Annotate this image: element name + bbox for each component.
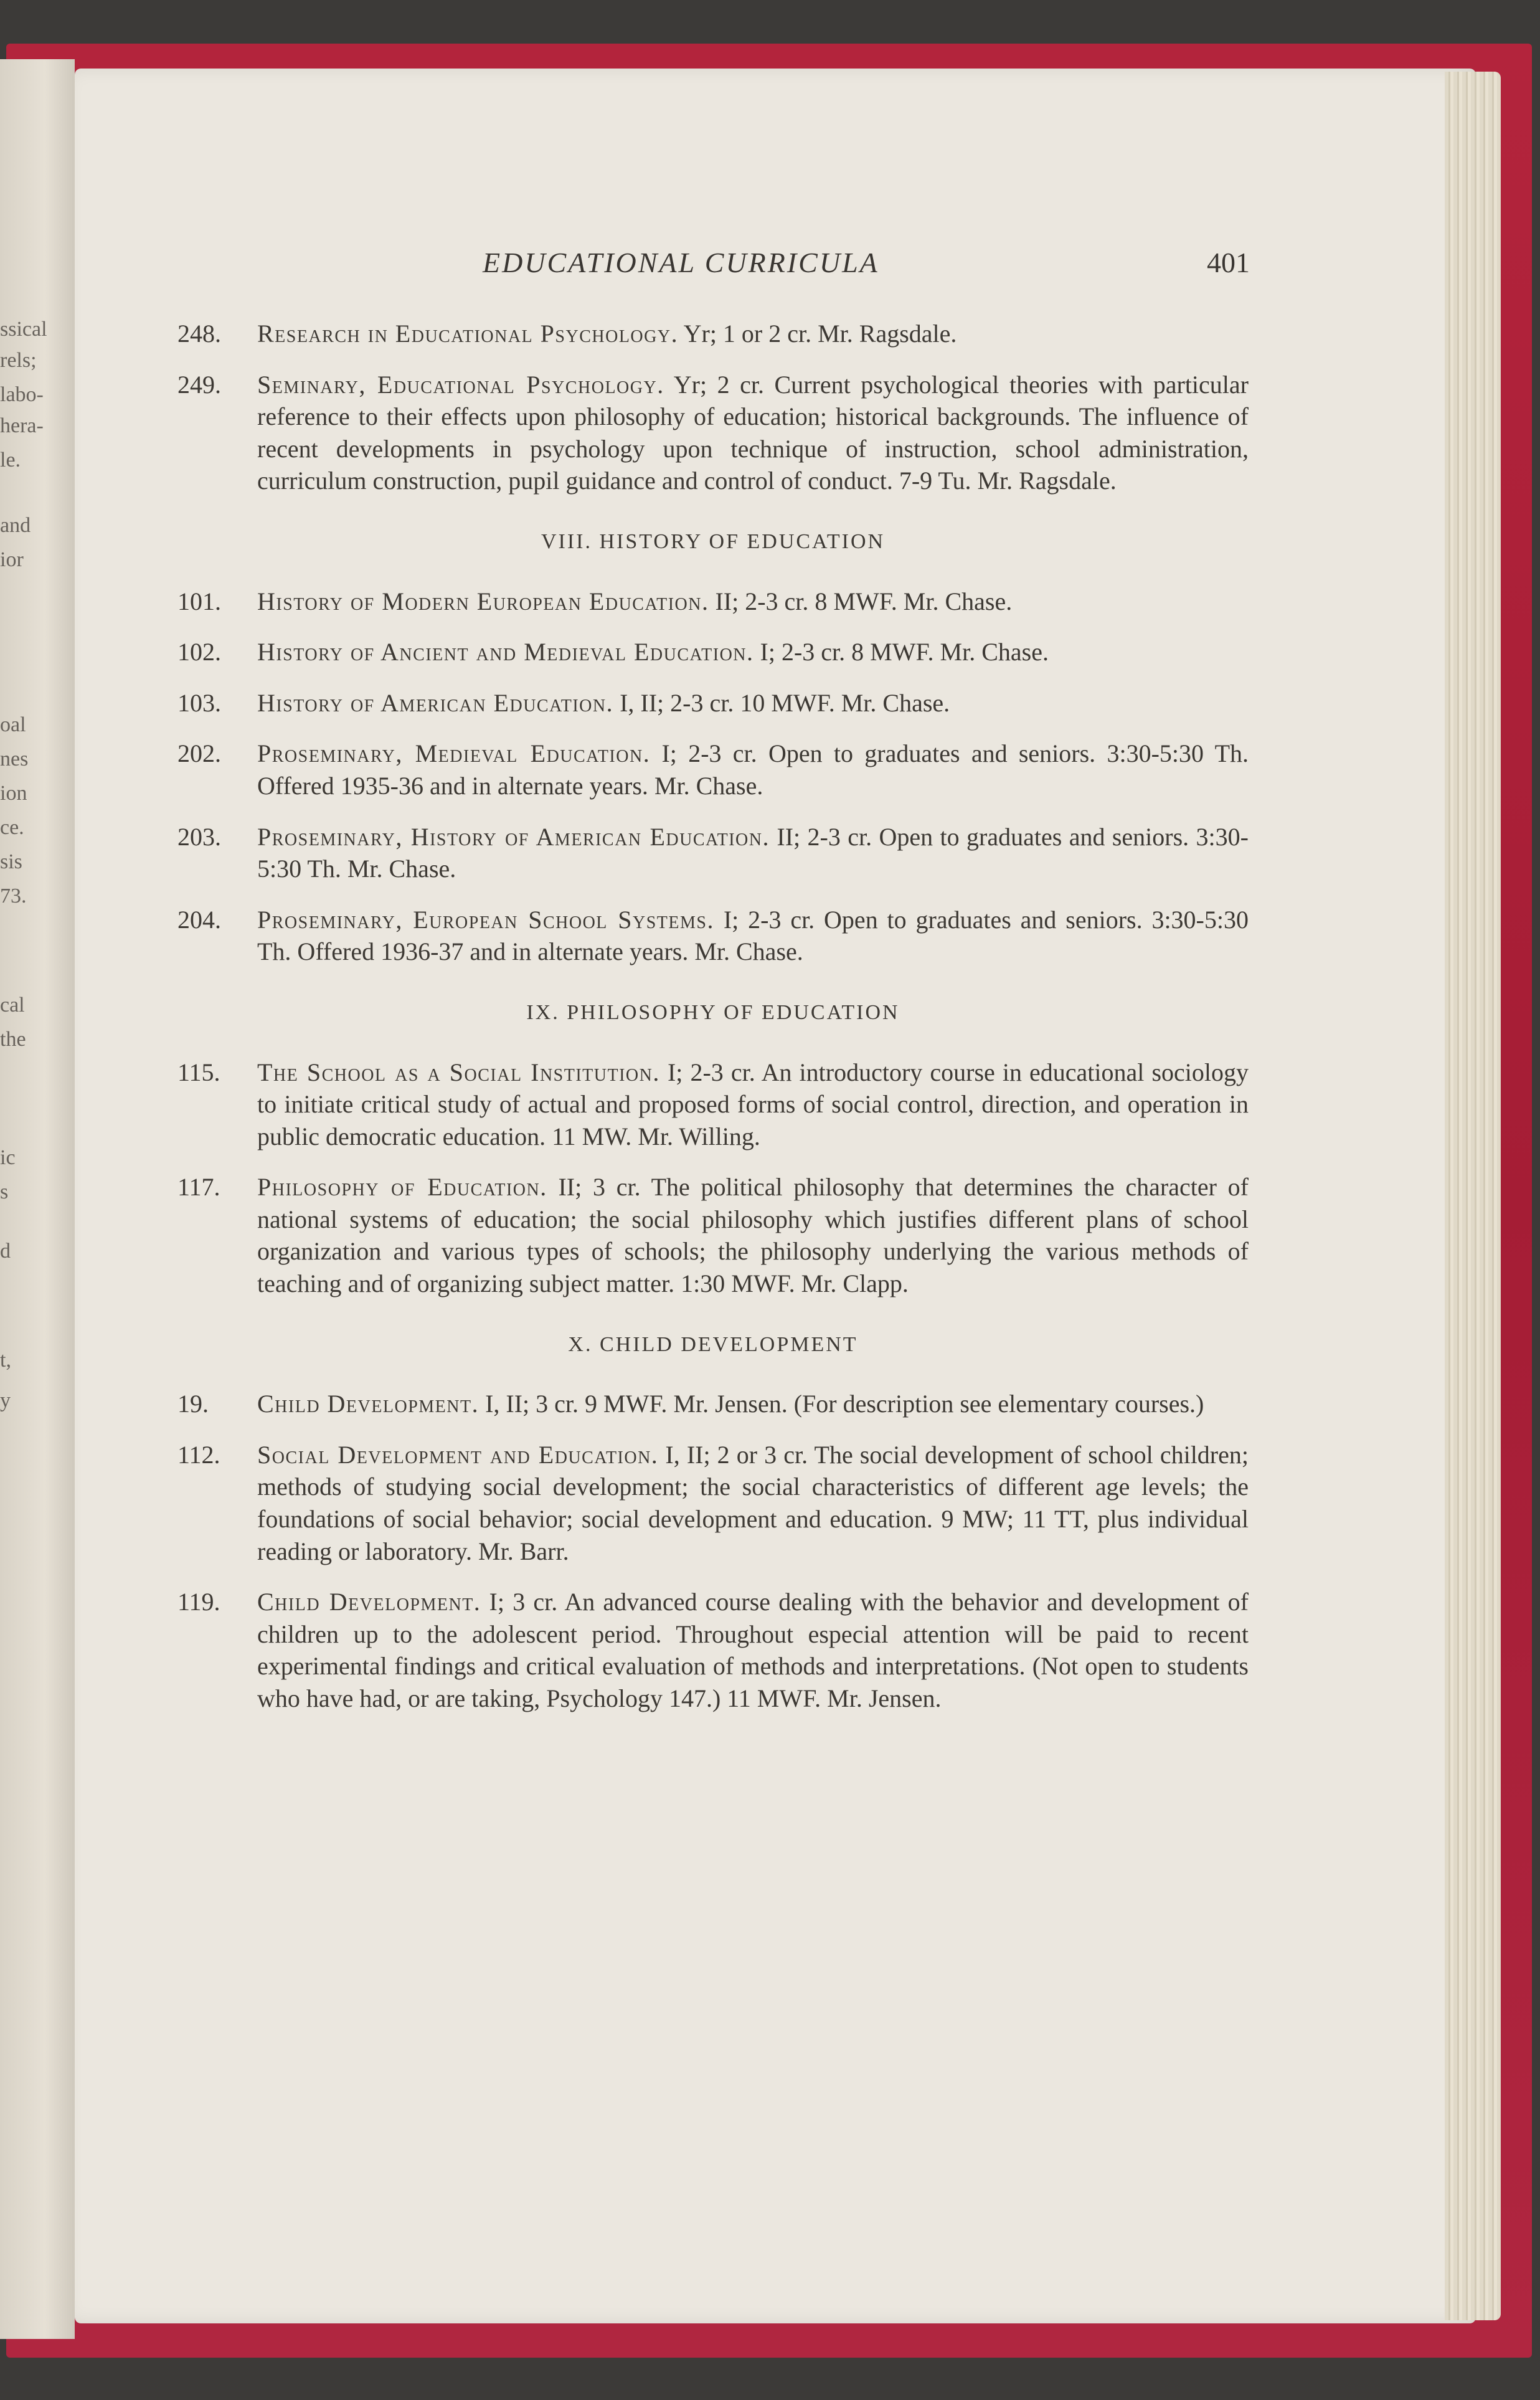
course-title: History of American Education. [257,688,614,717]
facing-page-fragment: oal [0,713,26,736]
course-title: History of Ancient and Medieval Education. [257,638,754,666]
facing-page-fragment: ion [0,782,27,805]
course-number: 119. [177,1588,220,1616]
course-description [257,687,1249,719]
course-title: Proseminary, European School Systems. [257,905,714,934]
course-title: Proseminary, Medieval Education. [257,739,651,768]
course-details: Yr; 1 or 2 cr. Mr. Ragsdale. [678,320,957,348]
page-number: 401 [1207,247,1250,278]
running-title: EDUCATIONAL CURRICULA [483,247,879,278]
facing-page-fragment: ic [0,1146,16,1169]
course-details: I; 2-3 cr. An introductory course in educational sociology to initiate critical study of actual and proposed forms of social control, direction, and operation in public democratic education. 11 MW. Mr. Willing. [257,1058,1249,1150]
course-details: I; 2-3 cr. Open to graduates and seniors. 3:30-5:30 Th. Offered 1936-37 and in alternate years. Mr. Chase. [257,905,1249,966]
course-details: I, II; 2-3 cr. 10 MWF. Mr. Chase. [613,688,950,717]
course-details: I, II; 2 or 3 cr. The social development of school children; methods of studying social development; the social characteristics of different age levels; the foundations of social behavior; social development and education. 9 MW; 11 TT, plus individual reading or laboratory. Mr. Barr. [257,1440,1249,1565]
course-description [257,1439,1249,1567]
course-entry [177,1439,1249,1567]
course-title: Seminary, Educational Psychology. [257,370,664,399]
course-description [257,318,1249,350]
course-entry [177,1171,1249,1299]
course-description [257,904,1249,968]
course-title: Research in Educational Psychology. [257,320,679,348]
course-number: 102. [177,638,221,666]
course-entry [177,586,1249,618]
course-details: II; 3 cr. The political philosophy that determines the character of national systems of education; the social philosophy which justifies different plans of school organization and various types of schools; the philosophy underlying the various methods of teaching and of organizing subject matter. 1:30 MWF. Mr. Clapp. [257,1173,1249,1298]
course-description [257,1388,1249,1420]
course-number: 117. [177,1173,220,1202]
facing-page-fragment: ior [0,548,24,571]
section-heading: VIII. HISTORY OF EDUCATION [541,529,886,553]
course-entry [177,687,1249,719]
section-heading: X. CHILD DEVELOPMENT [568,1332,858,1356]
facing-page-edge [0,59,75,2339]
facing-page-fragment: t, [0,1349,11,1372]
course-entry [177,821,1249,885]
facing-page-fragment: y [0,1389,11,1412]
page-stack-edge [1445,72,1501,2320]
course-entry [177,636,1249,668]
course-entry [177,369,1249,497]
facing-page-fragment: 73. [0,885,27,908]
course-details: I; 2-3 cr. 8 MWF. Mr. Chase. [753,638,1049,666]
course-entry [177,318,1249,350]
facing-page-fragment: sis [0,850,22,873]
course-details: Yr; 2 cr. Current psychological theories with particular reference to their effects upon philosophy of education; historical backgrounds. The influence of recent developments in psychology upon technique of instruction, school administration, curriculum construction, pupil guidance and control of conduct. 7-9 Tu. Mr. Ragsdale. [257,370,1249,495]
course-title: Child Development. [257,1390,479,1418]
course-title: The School as a Social Institution. [257,1058,660,1086]
facing-page-fragment: ce. [0,816,24,839]
course-title: Child Development. [257,1588,481,1616]
course-details: II; 2-3 cr. Open to graduates and seniors. 3:30-5:30 Th. Mr. Chase. [257,822,1249,883]
course-number: 204. [177,905,221,934]
facing-page-fragment: rels; [0,349,37,372]
course-description [257,369,1249,497]
course-number: 203. [177,822,221,851]
course-description [257,821,1249,885]
course-number: 101. [177,587,221,615]
facing-page-fragment: labo- [0,383,44,406]
course-details: I; 2-3 cr. Open to graduates and seniors. 3:30-5:30 Th. Offered 1935-36 and in alternate years. Mr. Chase. [257,739,1249,800]
course-entry [177,1056,1249,1153]
course-description [257,1056,1249,1153]
facing-page-fragment: cal [0,994,25,1017]
course-number: 248. [177,320,221,348]
course-entry [177,738,1249,802]
section-heading: IX. PHILOSOPHY OF EDUCATION [526,1000,900,1024]
running-header [0,246,1540,283]
course-description [257,1586,1249,1714]
course-entry [177,1388,1249,1420]
facing-page-fragment: nes [0,747,29,771]
course-number: 112. [177,1440,220,1469]
facing-page-fragment: and [0,514,31,537]
facing-page-fragment: ssical [0,318,47,341]
course-details: II; 2-3 cr. 8 MWF. Mr. Chase. [709,587,1013,615]
facing-page-fragment: s [0,1180,9,1203]
course-number: 103. [177,688,221,717]
course-description [257,1171,1249,1299]
course-title: Philosophy of Education. [257,1173,547,1202]
course-details: I, II; 3 cr. 9 MWF. Mr. Jensen. (For description see elementary courses.) [479,1390,1204,1418]
course-entry [177,904,1249,968]
course-title: Social Development and Education. [257,1440,659,1469]
facing-page-fragment: hera- [0,414,44,437]
facing-page-fragment: d [0,1240,11,1263]
course-description [257,586,1249,618]
course-details: I; 3 cr. An advanced course dealing with the behavior and development of children up to the adolescent period. Throughout especial attention will be paid to recent experimental findings and critical evaluation of methods and interpretations. (Not open to students who have had, or are taking, Psychology 147.) 11 MWF. Mr. Jensen. [257,1588,1249,1712]
course-number: 202. [177,739,221,768]
course-description [257,636,1249,668]
course-number: 249. [177,370,221,399]
course-number: 19. [177,1390,209,1418]
course-title: History of Modern European Education. [257,587,709,615]
facing-page-fragment: le. [0,448,21,472]
course-title: Proseminary, History of American Education. [257,822,770,851]
page-content [177,318,1249,1734]
course-number: 115. [177,1058,220,1086]
facing-page-fragment: the [0,1028,26,1051]
course-description [257,738,1249,802]
course-entry [177,1586,1249,1714]
